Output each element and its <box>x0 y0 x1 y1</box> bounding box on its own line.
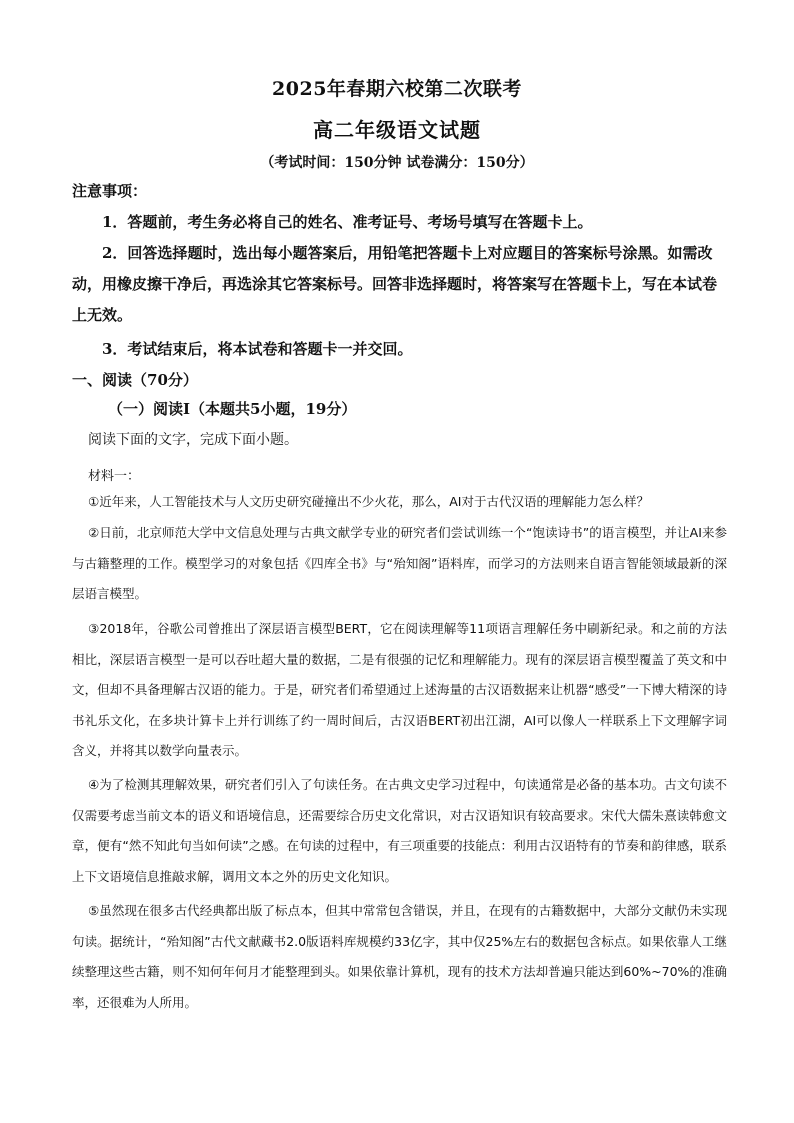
subsection-heading: （一）阅读Ⅰ（本题共5小题，19分） <box>108 400 357 418</box>
notice-item-2: 2．回答选择题时，选出每小题答案后，用铅笔把答题卡上对应题目的答案标号涂黑。如需改动，用橡皮擦干净后，再选涂其它答案标号。回答非选择题时，将答案写在答题卡上，写在本试卷上无效。 <box>72 244 718 324</box>
paragraph-5: ⑤虽然现在很多古代经典都出版了标点本，但其中常常包含错误，并且，在现有的古籍数据中，大部分文献仍未实现句读。据统计，“殆知阁”古代文献藏书2.0版语料库规模约33亿字，其中仅25%左右的数据包含标点。如果依靠人工继续整理这些古籍，则不知何年何月才能整理到头。如果依靠计算机，现有的技术方法却普遍只能达到60%~70%的准确率，还很难为人所用。 <box>72 903 727 1010</box>
exam-title: 2025年春期六校第二次联考 <box>272 78 522 100</box>
exam-subtitle: 高二年级语文试题 <box>313 118 481 142</box>
reading-instruction: 阅读下面的文字，完成下面小题。 <box>88 432 298 448</box>
section-heading: 一、阅读（70分） <box>72 371 198 389</box>
exam-time-info: （考试时间：150分钟 试卷满分：150分） <box>260 155 534 171</box>
paragraph-4: ④为了检测其理解效果，研究者们引入了句读任务。在古典文史学习过程中，句读通常是必备的基本功。古文句读不仅需要考虑当前文本的语义和语境信息，还需要综合历史文化常识，对古汉语知识有较高要求。宋代大儒朱熹读韩愈文章，便有“然不知此句当如何读”之感。在句读的过程中，有三项重要的技能点：利用古汉语特有的节奏和韵律感，联系上下文语境信息推敲求解，调用文本之外的历史文化知识。 <box>72 777 727 884</box>
paragraph-3: ③2018年，谷歌公司曾推出了深层语言模型BERT，它在阅读理解等11项语言理解任务中刷新纪录。和之前的方法相比，深层语言模型一是可以吞吐超大量的数据，二是有很强的记忆和理解能力。现有的深层语言模型覆盖了英文和中文，但却不具备理解古汉语的能力。于是，研究者们希望通过上述海量的古汉语数据来让机器“感受”一下博大精深的诗书礼乐文化，在多块计算卡上并行训练了约一周时间后，古汉语BERT初出江湖，AI可以像人一样联系上下文理解字词含义，并将其以数学向量表示。 <box>72 621 727 758</box>
paragraph-2: ②日前，北京师范大学中文信息处理与古典文献学专业的研究者们尝试训练一个“饱读诗书”的语言模型，并让AI来参与古籍整理的工作。模型学习的对象包括《四库全书》与“殆知阁”语料库，而学习的方法则来自语言智能领域最新的深层语言模型。 <box>72 525 727 601</box>
notice-item-3: 3．考试结束后，将本试卷和答题卡一并交回。 <box>102 340 413 358</box>
paragraph-1: ①近年来，人工智能技术与人文历史研究碰撞出不少火花，那么，AI对于古代汉语的理解能力怎么样？ <box>88 494 649 509</box>
notice-item-1: 1．答题前，考生务必将自己的姓名、准考证号、考场号填写在答题卡上。 <box>102 213 593 231</box>
material-label: 材料一： <box>88 469 141 484</box>
notice-heading: 注意事项： <box>72 182 148 200</box>
